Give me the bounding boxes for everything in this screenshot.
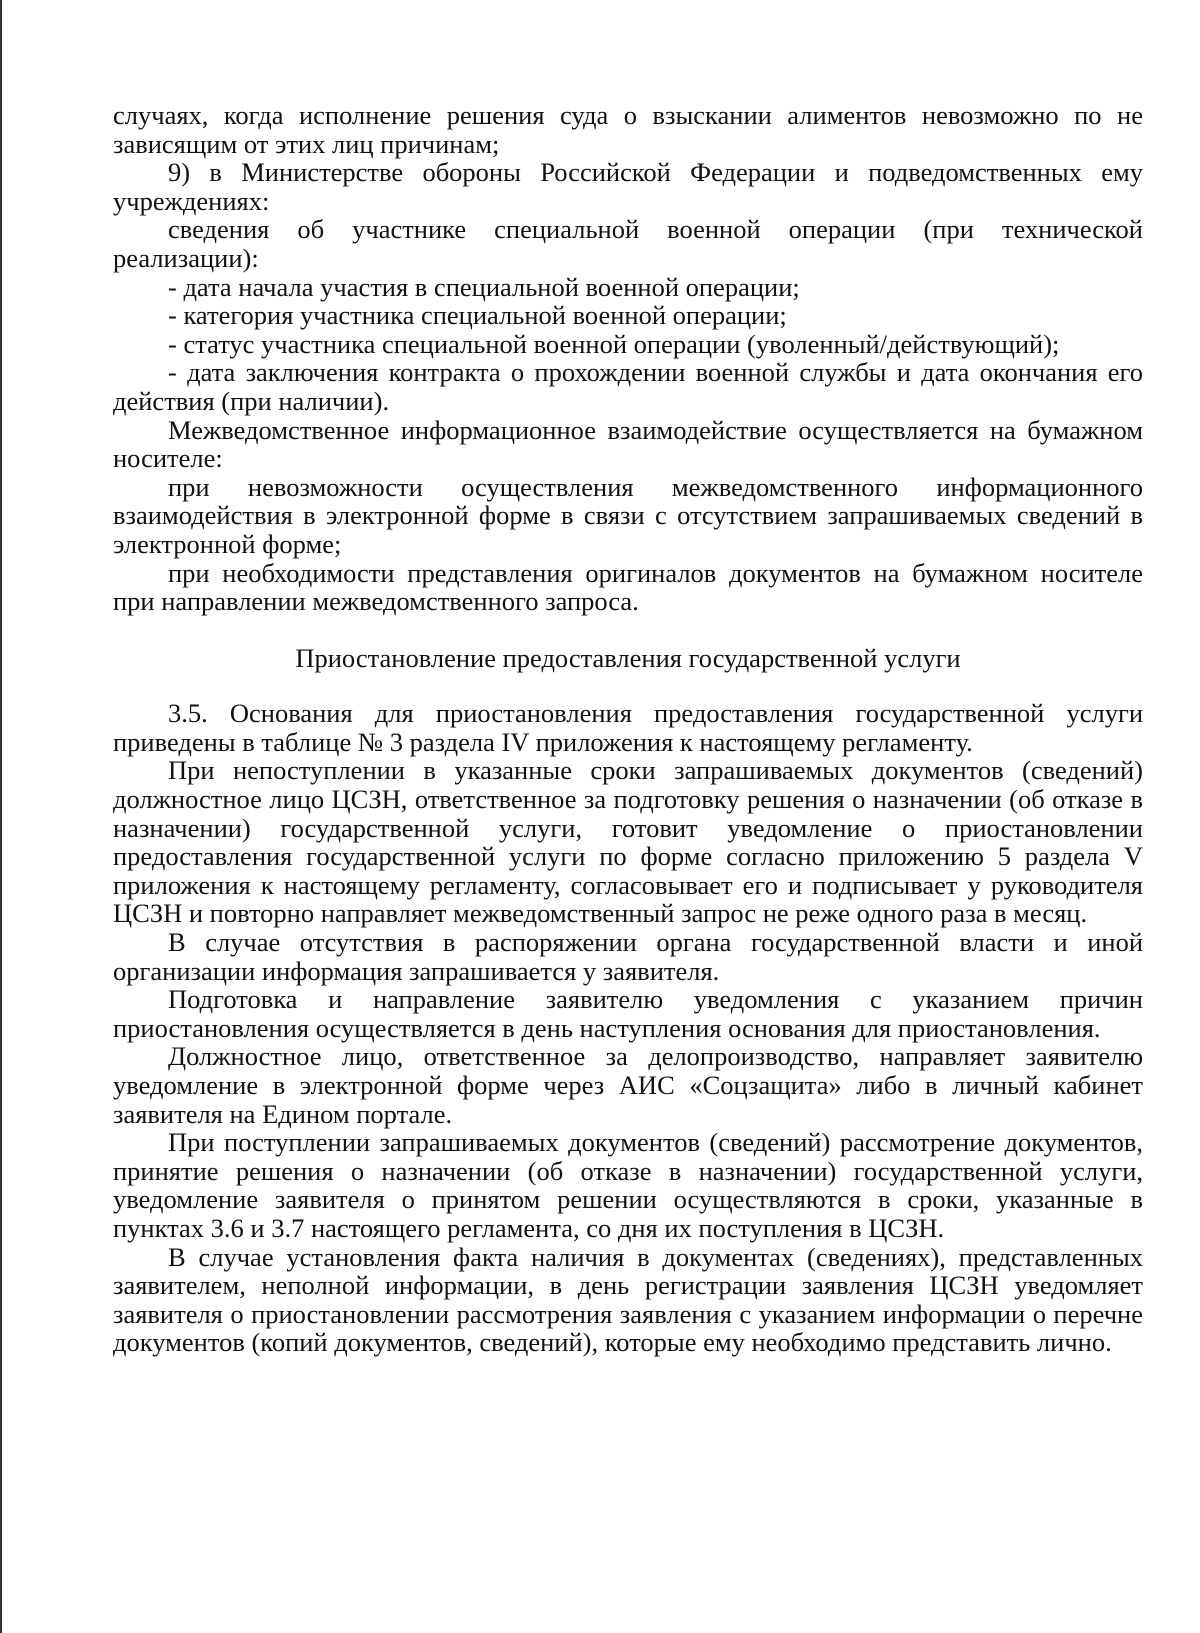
list-item: - статус участника специальной военной операции (уволенный/действующий); [168,328,1060,359]
paragraph: Межведомственное информационное взаимодействие осуществляется на бумажном носителе: [113,414,1143,474]
list-item: - дата заключения контракта о прохождении военной службы и дата окончания его действия (при наличии). [113,357,1143,416]
paragraph: 9) в Министерстве обороны Российской Федерации и подведомственных ему учреждениях: [113,157,1143,216]
paragraph: В случае установления факта наличия в документах (сведениях), представленных заявителем, неполной информации, в день регистрации заявления ЦСЗН уведомляет заявителя о приостановлении рассмотрения заявления с указанием информации о перечне документов (копий документов, сведений), которые ему необходимо представить лично. [113,1241,1143,1358]
paragraph: сведения об участнике специальной военной операции (при технической реализации): [113,214,1143,273]
section-heading: Приостановление предоставления государственной услуги [295,642,961,673]
scan-edge-line [0,0,2,1633]
document-body [113,101,1143,1357]
paragraph: При непоступлении в указанные сроки запрашиваемых документов (сведений) должностное лицо ЦСЗН, ответственное за подготовку решения о назначении (об отказе в назначении) государственной услуги, готовит уведомление о приостановлении предоставления государственной услуги по форме согласно приложению 5 раздела V приложения к настоящему регламенту, согласовывает его и подписывает у руководителя ЦСЗН и повторно направляет межведомственный запрос не реже одного раза в месяц. [113,755,1143,929]
paragraph: 3.5. Основания для приостановления предоставления государственной услуги приведены в таблице № 3 раздела IV приложения к настоящему регламенту. [113,698,1143,757]
paragraph: случаях, когда исполнение решения суда о взыскании алиментов невозможно по не зависящим от этих лиц причинам; [113,100,1143,159]
paragraph: Подготовка и направление заявителю уведомления с указанием причин приостановления осуществляется в день наступления основания для приостановления. [113,984,1143,1043]
list-item: - дата начала участия в специальной военной операции; [168,271,800,302]
paragraph: при необходимости представления оригиналов документов на бумажном носителе при направлении межведомственного запроса. [113,557,1143,617]
list-item: - категория участника специальной военной операции; [168,300,787,331]
paragraph: При поступлении запрашиваемых документов (сведений) рассмотрение документов, принятие решения о назначении (об отказе в назначении) государственной услуги, уведомление заявителя о принятом решении осуществляются в сроки, указанные в пунктах 3.6 и 3.7 настоящего регламента, со дня их поступления в ЦСЗН. [113,1127,1143,1243]
paragraph: при невозможности осуществления межведомственного информационного взаимодействия в электронной форме в связи с отсутствием запрашиваемых сведений в электронной форме; [113,471,1143,559]
paragraph: Должностное лицо, ответственное за делопроизводство, направляет заявителю уведомление в электронной форме через АИС «Соцзащита» либо в личный кабинет заявителя на Едином портале. [113,1041,1143,1129]
paragraph: В случае отсутствия в распоряжении органа государственной власти и иной организации информация запрашивается у заявителя. [113,927,1143,986]
